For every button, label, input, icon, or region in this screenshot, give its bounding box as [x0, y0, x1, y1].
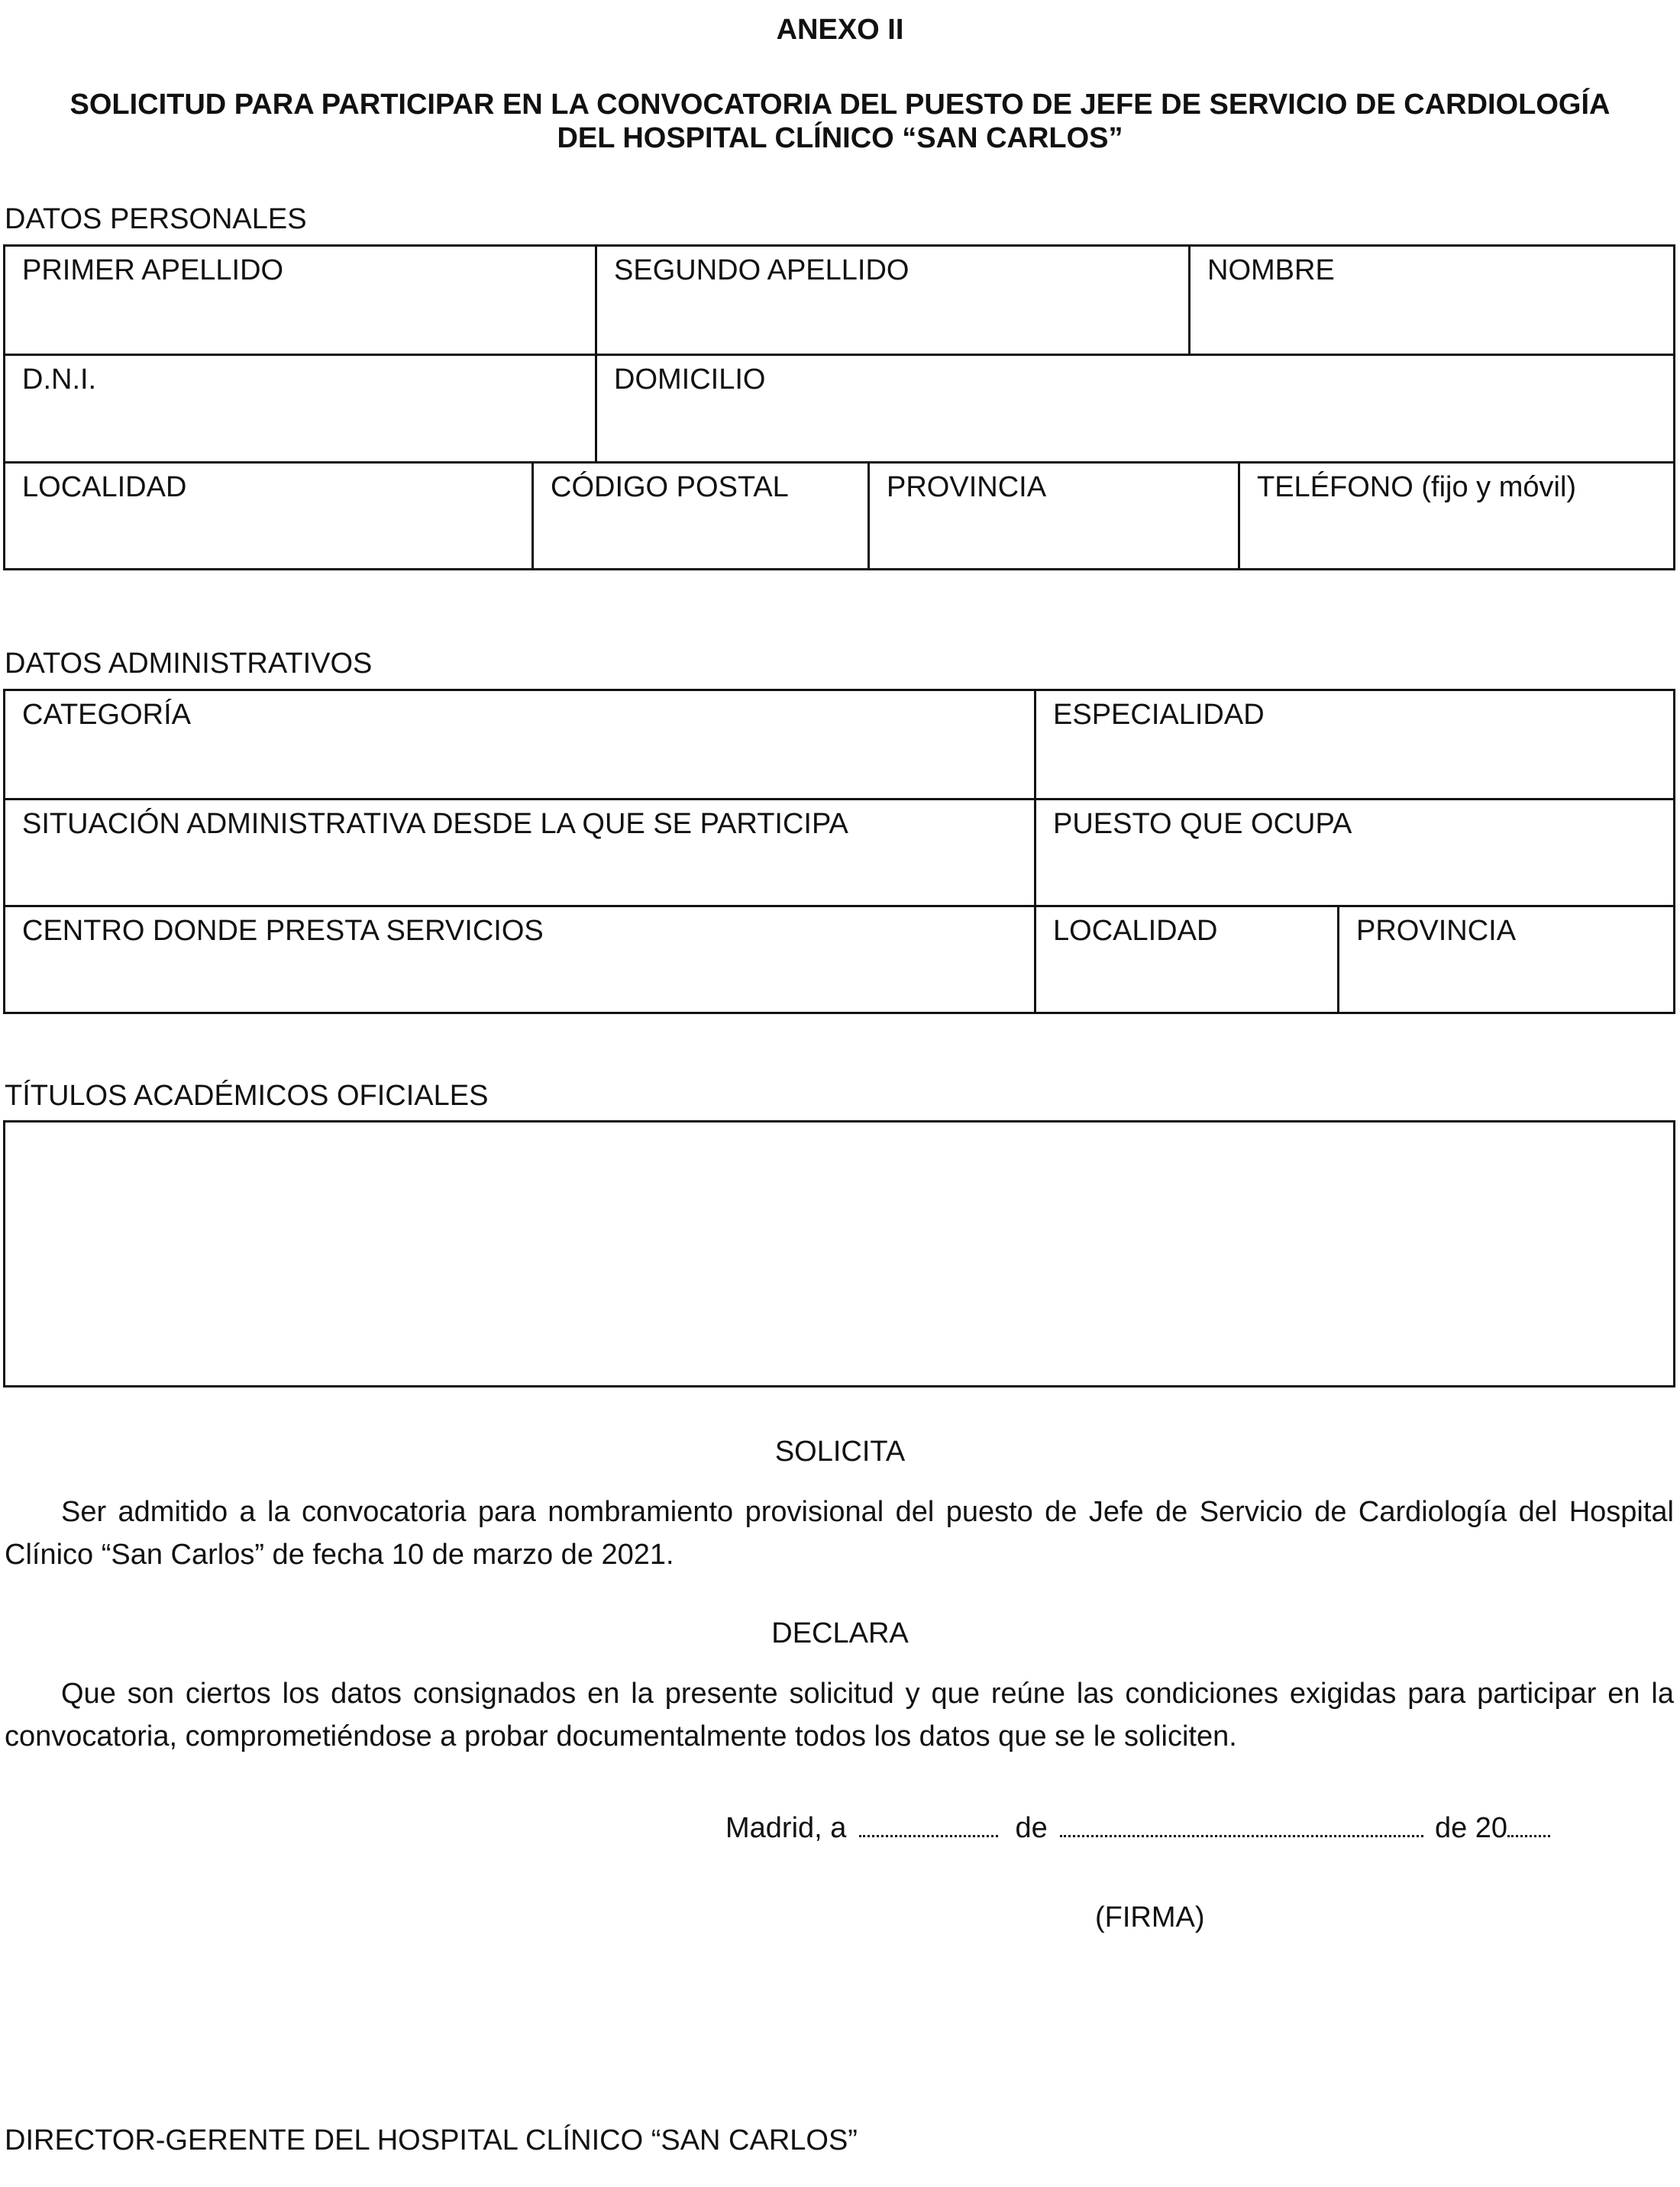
solicita-text — [5, 1491, 1674, 1576]
year-blank[interactable] — [1507, 1812, 1550, 1837]
administrative-data-table — [3, 689, 1675, 1014]
date-place: Madrid, a — [725, 1812, 847, 1844]
dni-field[interactable] — [5, 356, 595, 461]
form-title-line2: DEL HOSPITAL CLÍNICO “SAN CARLOS” — [557, 122, 1123, 154]
codigo-postal-label: CÓDIGO POSTAL — [551, 471, 789, 503]
administrative-data-heading: DATOS ADMINISTRATIVOS — [5, 648, 373, 680]
segundo-apellido-label: SEGUNDO APELLIDO — [614, 254, 909, 286]
domicilio-field[interactable] — [597, 356, 1673, 461]
addressee: DIRECTOR-GERENTE DEL HOSPITAL CLÍNICO “SAN CARLOS” — [5, 2124, 858, 2156]
dni-label: D.N.I. — [22, 363, 97, 396]
situacion-administrativa-field[interactable] — [5, 800, 1034, 905]
codigo-postal-field[interactable] — [534, 464, 867, 569]
especialidad-label: ESPECIALIDAD — [1053, 699, 1265, 731]
solicita-body: Ser admitido a la convocatoria para nombramiento provisional del puesto de Jefe de Servicio de Cardiología del Hospital Clínico “San Carlos” de fecha 10 de marzo de 2021. — [5, 1496, 1674, 1571]
admin-provincia-label: PROVINCIA — [1356, 915, 1517, 947]
day-blank[interactable] — [859, 1812, 998, 1837]
date-line — [725, 1812, 1550, 1843]
form-title-line1: SOLICITUD PARA PARTICIPAR EN LA CONVOCATORIA DEL PUESTO DE JEFE DE SERVICIO DE CARDIOLOGÍA — [69, 89, 1611, 121]
categoria-label: CATEGORÍA — [22, 699, 191, 731]
declara-text — [5, 1672, 1674, 1758]
month-blank[interactable] — [1060, 1812, 1423, 1837]
localidad-field[interactable] — [5, 464, 531, 569]
centro-servicios-field[interactable] — [5, 907, 1034, 1013]
puesto-que-ocupa-label: PUESTO QUE OCUPA — [1053, 808, 1352, 840]
provincia-field[interactable] — [870, 464, 1238, 569]
declara-heading: DECLARA — [771, 1617, 909, 1649]
primer-apellido-field[interactable] — [5, 247, 595, 354]
annex-title: ANEXO II — [776, 14, 904, 46]
admin-localidad-label: LOCALIDAD — [1053, 915, 1218, 947]
solicita-heading: SOLICITA — [774, 1436, 906, 1468]
academic-titles-heading: TÍTULOS ACADÉMICOS OFICIALES — [5, 1080, 489, 1112]
especialidad-field[interactable] — [1036, 691, 1673, 798]
date-year-prefix: de 20 — [1434, 1812, 1508, 1844]
primer-apellido-label: PRIMER APELLIDO — [22, 254, 284, 286]
declara-body: Que son ciertos los datos consignados en la presente solicitud y que reúne las condiciones exigidas para participar en la convocatoria, comprometiéndose a probar documentalmente todos los datos que se le soliciten. — [5, 1678, 1674, 1753]
segundo-apellido-field[interactable] — [597, 247, 1188, 354]
situacion-administrativa-label: SITUACIÓN ADMINISTRATIVA DESDE LA QUE SE PARTICIPA — [22, 808, 848, 840]
domicilio-label: DOMICILIO — [614, 363, 766, 396]
nombre-label: NOMBRE — [1207, 254, 1335, 286]
signature-label: (FIRMA) — [1095, 1901, 1205, 1933]
admin-provincia-field[interactable] — [1339, 907, 1673, 1013]
nombre-field[interactable] — [1191, 247, 1673, 354]
puesto-que-ocupa-field[interactable] — [1036, 800, 1673, 905]
centro-servicios-label: CENTRO DONDE PRESTA SERVICIOS — [22, 915, 544, 947]
provincia-label: PROVINCIA — [887, 471, 1047, 503]
telefono-label: TELÉFONO (fijo y móvil) — [1257, 471, 1577, 503]
date-de: de — [1015, 1812, 1048, 1844]
telefono-field[interactable] — [1240, 464, 1673, 569]
academic-titles-box[interactable] — [3, 1120, 1675, 1387]
admin-localidad-field[interactable] — [1036, 907, 1337, 1013]
localidad-label: LOCALIDAD — [22, 471, 187, 503]
personal-data-table — [3, 244, 1675, 570]
personal-data-heading: DATOS PERSONALES — [5, 203, 307, 235]
categoria-field[interactable] — [5, 691, 1034, 798]
